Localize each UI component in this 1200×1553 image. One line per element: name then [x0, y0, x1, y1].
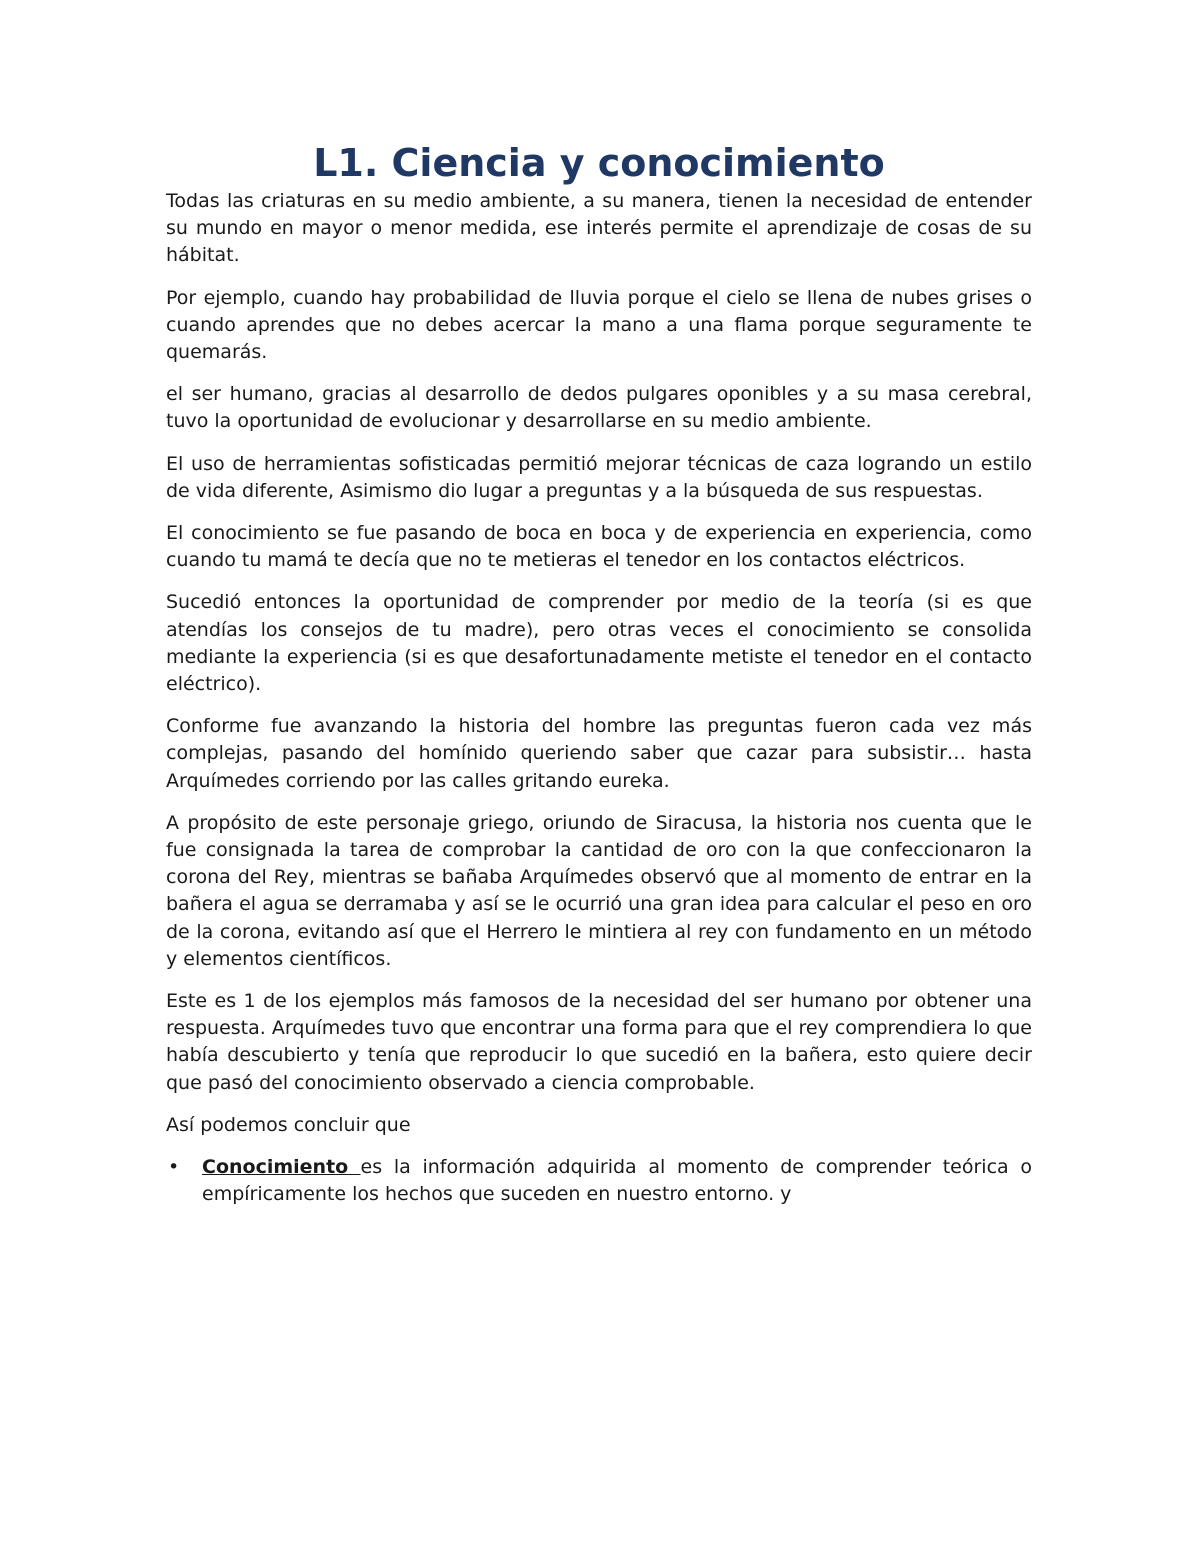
paragraph-7: Conforme fue avanzando la historia del hombre las preguntas fueron cada vez más complejas, pasando del homínido queriendo saber que cazar para subsistir… hasta Arquímedes corriendo por las calles gritando eureka. — [166, 715, 1032, 792]
paragraph-1: Todas las criaturas en su medio ambiente, a su manera, tienen la necesidad de entender su mundo en mayor o menor medida, ese interés permite el aprendizaje de cosas de su hábitat. — [166, 190, 1032, 267]
definition-list — [166, 1154, 1032, 1208]
bullet-icon: • — [168, 1156, 180, 1179]
paragraph-9: Este es 1 de los ejemplos más famosos de la necesidad del ser humano por obtener una respuesta. Arquímedes tuvo que encontrar una forma para que el rey comprendiera lo que había descubierto y tenía que reproducir lo que sucedió en la bañera, esto quiere decir que pasó del conocimiento observado a ciencia comprobable. — [166, 990, 1032, 1094]
paragraph-2: Por ejemplo, cuando hay probabilidad de lluvia porque el cielo se llena de nubes grises o cuando aprendes que no debes acercar la mano a una flama porque seguramente te quemarás. — [166, 286, 1032, 364]
document-title: L1. Ciencia y conocimiento — [313, 141, 885, 185]
paragraph-6: Sucedió entonces la oportunidad de comprender por medio de la teoría (si es que atendías los consejos de tu madre), pero otras veces el conocimiento se consolida mediante la experiencia (si es que desafortunadamente metiste el tenedor en el contacto eléctrico). — [166, 591, 1032, 696]
paragraph-5: El conocimiento se fue pasando de boca en boca y de experiencia en experiencia, como cuando tu mamá te decía que no te metieras el tenedor en los contactos eléctricos. — [166, 522, 1032, 572]
paragraph-8: A propósito de este personaje griego, oriundo de Siracusa, la historia nos cuenta que le fue consignada la tarea de comprobar la cantidad de oro con la que confeccionaron la corona del Rey, mientras se bañaba Arquímedes observó que al momento de entrar en la bañera el agua se derramaba y así se le ocurrió una gran idea para calcular el peso en oro de la corona, evitando así que el Herrero le mintiera al rey con fundamento en un método y elementos científicos. — [166, 811, 1032, 970]
paragraph-10: Así podemos concluir que — [166, 1113, 411, 1136]
definition-text: es la información adquirida al momento de comprender teórica o empíricamente los hechos que suceden en nuestro entorno. y — [202, 1156, 1033, 1206]
paragraph-3: el ser humano, gracias al desarrollo de dedos pulgares oponibles y a su masa cerebral, tuvo la oportunidad de evolucionar y desarrollarse en su medio ambiente. — [166, 383, 1032, 433]
list-item — [166, 1154, 1032, 1208]
definition-term: Conocimiento — [202, 1156, 361, 1179]
paragraph-4: El uso de herramientas sofisticadas permitió mejorar técnicas de caza logrando un estilo de vida diferente, Asimismo dio lugar a preguntas y a la búsqueda de sus respuestas. — [166, 452, 1032, 502]
document-page — [166, 138, 1032, 1209]
